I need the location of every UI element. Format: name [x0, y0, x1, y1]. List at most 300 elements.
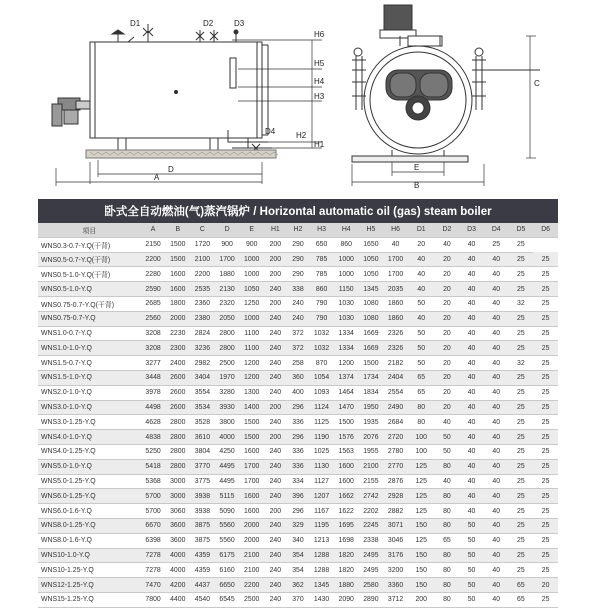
table-cell: 240 [264, 459, 287, 474]
table-cell: 25 [533, 533, 558, 548]
table-cell: 290 [287, 237, 310, 252]
table-cell: 1345 [359, 282, 384, 297]
table-cell: 1820 [334, 548, 359, 563]
table-cell: 20 [435, 400, 460, 415]
table-cell: 3200 [383, 563, 408, 578]
table-cell: 40 [408, 311, 435, 326]
table-cell: 65 [509, 578, 534, 593]
table-cell: 20 [435, 370, 460, 385]
table-cell: 5418 [141, 459, 166, 474]
table-cell: 1200 [239, 356, 264, 371]
table-cell: 50 [459, 548, 484, 563]
table-cell: 2360 [190, 296, 215, 311]
burner-icon [52, 98, 90, 126]
table-cell: 2326 [383, 326, 408, 341]
table-cell: 2560 [141, 311, 166, 326]
table-cell: 5115 [215, 489, 240, 504]
table-cell: 40 [459, 444, 484, 459]
table-cell: 3176 [383, 548, 408, 563]
table-cell: 2876 [383, 474, 408, 489]
table-cell: 5090 [215, 504, 240, 519]
table-row [38, 400, 558, 415]
table-cell: 25 [509, 459, 534, 474]
table-cell: 40 [383, 237, 408, 252]
table-cell: 240 [264, 489, 287, 504]
table-row [38, 533, 558, 548]
table-cell: 2380 [190, 311, 215, 326]
table-cell: 32 [509, 296, 534, 311]
label-d2: D2 [203, 19, 214, 28]
table-cell: 4200 [165, 578, 190, 593]
table-cell: 40 [459, 341, 484, 356]
table-cell: 40 [459, 356, 484, 371]
table-cell: 40 [459, 311, 484, 326]
table-cell: 1207 [309, 489, 334, 504]
table-cell: 240 [264, 385, 287, 400]
table-cell: 240 [264, 563, 287, 578]
table-cell: 2590 [141, 282, 166, 297]
table-cell: 1500 [334, 415, 359, 430]
table-cell: 1050 [239, 282, 264, 297]
table-cell: 2230 [165, 326, 190, 341]
table-cell: 3000 [165, 489, 190, 504]
table-cell: 2882 [383, 504, 408, 519]
table-cell: 125 [408, 489, 435, 504]
table-cell: 2150 [141, 237, 166, 252]
table-cell: 40 [484, 430, 509, 445]
table-cell: 40 [484, 459, 509, 474]
table-cell: 1563 [334, 444, 359, 459]
table-cell: 1167 [309, 504, 334, 519]
table-cell: 1600 [239, 504, 264, 519]
table-cell: 40 [484, 578, 509, 593]
table-cell: 2100 [190, 252, 215, 267]
table-cell: 3770 [190, 459, 215, 474]
table-cell: 5560 [215, 518, 240, 533]
table-cell: 150 [408, 578, 435, 593]
model-cell: WNS6.0-1.6-Y.Q [38, 504, 141, 519]
table-cell: 40 [435, 474, 460, 489]
table-cell: 25 [509, 563, 534, 578]
table-cell: 40 [459, 489, 484, 504]
table-cell: 2000 [239, 518, 264, 533]
table-cell: 290 [287, 252, 310, 267]
table-cell: 40 [484, 474, 509, 489]
table-cell: 4359 [190, 563, 215, 578]
table-cell: 25 [509, 282, 534, 297]
table-cell: 40 [459, 459, 484, 474]
table-cell: 40 [408, 282, 435, 297]
table-cell: 240 [264, 578, 287, 593]
side-view [52, 24, 322, 186]
table-cell: 40 [459, 415, 484, 430]
table-cell: 2600 [165, 385, 190, 400]
table-cell: 25 [509, 489, 534, 504]
table-cell: 5700 [141, 504, 166, 519]
table-cell: 1032 [309, 341, 334, 356]
table-cell: 2200 [239, 578, 264, 593]
table-cell: 1025 [309, 444, 334, 459]
table-cell: 40 [484, 311, 509, 326]
table-cell: 1470 [334, 400, 359, 415]
label-a: A [154, 173, 160, 182]
table-cell: 1080 [359, 296, 384, 311]
table-cell: 2800 [165, 444, 190, 459]
table-cell: 125 [408, 504, 435, 519]
table-cell: 7278 [141, 563, 166, 578]
table-cell: 25 [533, 415, 558, 430]
table-cell: 3277 [141, 356, 166, 371]
table-cell: 40 [484, 252, 509, 267]
table-cell: 3280 [215, 385, 240, 400]
table-cell: 25 [509, 518, 534, 533]
table-cell: 125 [408, 459, 435, 474]
table-header-row [38, 223, 558, 237]
table-cell: 2090 [334, 592, 359, 607]
table-cell: 340 [287, 533, 310, 548]
table-cell: 1050 [359, 267, 384, 282]
table-cell: 2338 [359, 533, 384, 548]
table-cell: 1834 [359, 385, 384, 400]
table-row [38, 474, 558, 489]
table-cell: 80 [408, 415, 435, 430]
table-cell: 240 [264, 533, 287, 548]
table-cell: 20 [435, 326, 460, 341]
table-cell: 1000 [334, 252, 359, 267]
table-cell: 80 [435, 578, 460, 593]
table-cell: 396 [287, 489, 310, 504]
table-cell: 1127 [309, 474, 334, 489]
table-cell: 1374 [334, 370, 359, 385]
table-cell: 2300 [165, 341, 190, 356]
table-cell: 200 [408, 592, 435, 607]
table-cell: 25 [509, 533, 534, 548]
label-d4: D4 [265, 127, 276, 136]
table-cell: 50 [459, 563, 484, 578]
table-cell: 100 [408, 444, 435, 459]
table-cell: 3071 [383, 518, 408, 533]
table-cell: 1820 [334, 563, 359, 578]
table-cell: 1334 [334, 326, 359, 341]
column-header: D1 [408, 223, 435, 237]
table-cell: 296 [287, 430, 310, 445]
table-cell: 1734 [359, 370, 384, 385]
table-cell: 20 [435, 341, 460, 356]
table-cell: 50 [408, 356, 435, 371]
table-cell: 336 [287, 459, 310, 474]
table-cell: 1700 [383, 267, 408, 282]
table-cell: 1800 [165, 296, 190, 311]
table-cell: 25 [509, 400, 534, 415]
table-cell: 40 [435, 237, 460, 252]
table-cell: 785 [309, 252, 334, 267]
table-cell: 860 [334, 237, 359, 252]
table-cell: 790 [309, 296, 334, 311]
table-cell: 40 [435, 415, 460, 430]
table-cell: 25 [509, 311, 534, 326]
table-cell: 4000 [165, 563, 190, 578]
table-cell: 50 [408, 326, 435, 341]
table-row [38, 252, 558, 267]
model-cell: WNS0.5-1.0-Y.Q(干背) [38, 267, 141, 282]
table-cell: 2490 [383, 400, 408, 415]
column-header: D5 [509, 223, 534, 237]
table-cell: 25 [533, 563, 558, 578]
table-row [38, 311, 558, 326]
table-cell: 240 [287, 296, 310, 311]
model-cell: WNS5.0-1.0-Y.Q [38, 459, 141, 474]
table-cell: 1430 [309, 592, 334, 607]
table-cell: 3360 [383, 578, 408, 593]
table-cell: 338 [287, 282, 310, 297]
table-cell: 65 [408, 370, 435, 385]
table-cell: 25 [533, 267, 558, 282]
table-cell: 6398 [141, 533, 166, 548]
table-cell: 50 [459, 518, 484, 533]
table-cell: 40 [408, 252, 435, 267]
table-cell: 290 [287, 267, 310, 282]
table-cell: 40 [484, 400, 509, 415]
table-cell: 4000 [215, 430, 240, 445]
table-cell: 3875 [190, 518, 215, 533]
table-cell: 2280 [141, 267, 166, 282]
table-cell: 1124 [309, 400, 334, 415]
model-cell: WNS0.5-1.0-Y.Q [38, 282, 141, 297]
table-cell: 25 [533, 430, 558, 445]
table-cell: 240 [264, 326, 287, 341]
table-cell: 1500 [239, 415, 264, 430]
table-cell: 40 [459, 267, 484, 282]
table-cell: 25 [533, 489, 558, 504]
table-cell: 40 [484, 518, 509, 533]
column-header: D [215, 223, 240, 237]
table-cell: 3528 [190, 415, 215, 430]
table-cell: 790 [309, 311, 334, 326]
column-header: H6 [383, 223, 408, 237]
table-cell: 25 [533, 459, 558, 474]
table-cell: 2600 [165, 370, 190, 385]
table-cell: 20 [435, 267, 460, 282]
table-cell: 50 [459, 578, 484, 593]
table-cell: 3610 [190, 430, 215, 445]
table-cell: 6650 [215, 578, 240, 593]
label-b: B [414, 181, 420, 190]
table-cell: 1400 [239, 400, 264, 415]
table-cell: 25 [533, 400, 558, 415]
table-cell: 20 [435, 252, 460, 267]
table-cell: 1334 [334, 341, 359, 356]
table-row [38, 296, 558, 311]
table-cell: 80 [435, 518, 460, 533]
table-cell: 1500 [359, 356, 384, 371]
table-cell: 25 [533, 282, 558, 297]
table-cell: 40 [484, 444, 509, 459]
table-cell: 240 [264, 341, 287, 356]
table-cell: 1100 [239, 341, 264, 356]
column-header: D4 [484, 223, 509, 237]
table-cell: 65 [435, 533, 460, 548]
table-cell: 20 [533, 578, 558, 593]
table-cell: 370 [287, 592, 310, 607]
column-header: E [239, 223, 264, 237]
table-cell: 25 [533, 252, 558, 267]
table-cell: 1190 [309, 430, 334, 445]
table-cell: 3404 [190, 370, 215, 385]
column-header: H4 [334, 223, 359, 237]
table-cell: 25 [533, 518, 558, 533]
table-cell: 40 [484, 326, 509, 341]
table-cell: 80 [408, 400, 435, 415]
table-cell: 40 [459, 400, 484, 415]
table-cell: 1860 [383, 311, 408, 326]
table-cell: 240 [264, 356, 287, 371]
table-cell: 25 [533, 474, 558, 489]
table-cell: 40 [484, 370, 509, 385]
table-cell: 20 [435, 311, 460, 326]
table-cell: 40 [459, 370, 484, 385]
table-cell: 25 [509, 326, 534, 341]
table-cell: 2770 [383, 459, 408, 474]
table-cell: 20 [408, 237, 435, 252]
table-cell: 2720 [383, 430, 408, 445]
table-cell: 4359 [190, 548, 215, 563]
table-cell: 2100 [359, 459, 384, 474]
table-cell: 2100 [239, 563, 264, 578]
table-cell: 40 [408, 267, 435, 282]
table-cell: 40 [484, 489, 509, 504]
table-cell: 900 [215, 237, 240, 252]
column-header: D6 [533, 223, 558, 237]
table-cell: 1662 [334, 489, 359, 504]
table-cell: 40 [484, 592, 509, 607]
table-cell: 2685 [141, 296, 166, 311]
table-cell: 1860 [383, 296, 408, 311]
table-cell: 200 [264, 296, 287, 311]
table-cell: 2200 [141, 252, 166, 267]
table-row [38, 489, 558, 504]
table-cell: 1600 [239, 489, 264, 504]
model-cell: WNS0.3-0.7-Y.Q(干背) [38, 237, 141, 252]
table-cell: 1195 [309, 518, 334, 533]
table-cell: 2800 [215, 341, 240, 356]
table-cell: 40 [459, 282, 484, 297]
table-cell: 1000 [239, 267, 264, 282]
label-h1: H1 [314, 140, 325, 149]
table-cell: 3800 [215, 415, 240, 430]
chimney [384, 5, 412, 33]
table-cell: 1650 [359, 237, 384, 252]
model-cell: WNS8.0-1.6-Y.Q [38, 533, 141, 548]
table-cell: 354 [287, 563, 310, 578]
table-cell: 40 [459, 385, 484, 400]
table-cell: 1700 [215, 252, 240, 267]
model-cell: WNS5.0-1.25-Y.Q [38, 474, 141, 489]
table-cell: 1600 [334, 474, 359, 489]
table-cell: 3600 [165, 518, 190, 533]
table-cell: 3930 [215, 400, 240, 415]
table-cell: 25 [509, 385, 534, 400]
table-cell: 6545 [215, 592, 240, 607]
table-cell: 40 [459, 326, 484, 341]
column-header: 项目 [38, 223, 141, 237]
label-c: C [534, 79, 540, 88]
table-cell: 860 [309, 282, 334, 297]
boiler-technical-drawing [0, 0, 600, 198]
table-cell: 2554 [383, 385, 408, 400]
table-cell: 1345 [309, 578, 334, 593]
table-cell: 296 [287, 504, 310, 519]
table-cell: 2780 [383, 444, 408, 459]
table-cell: 40 [484, 563, 509, 578]
table-cell: 25 [533, 592, 558, 607]
table-cell: 2245 [359, 518, 384, 533]
table-cell: 1970 [215, 370, 240, 385]
table-cell: 40 [459, 237, 484, 252]
table-cell: 1622 [334, 504, 359, 519]
table-cell: 1032 [309, 326, 334, 341]
table-cell: 3534 [190, 400, 215, 415]
table-cell: 150 [408, 548, 435, 563]
column-header: H5 [359, 223, 384, 237]
table-cell: 3554 [190, 385, 215, 400]
table-cell: 1000 [239, 311, 264, 326]
table-cell: 25 [533, 311, 558, 326]
table-cell: 1880 [215, 267, 240, 282]
table-cell: 2076 [359, 430, 384, 445]
table-cell: 6160 [215, 563, 240, 578]
table-cell: 2050 [215, 311, 240, 326]
label-h3: H3 [314, 92, 325, 101]
table-row [38, 548, 558, 563]
table-cell: 240 [264, 311, 287, 326]
table-cell: 1669 [359, 326, 384, 341]
table-cell: 200 [264, 430, 287, 445]
table-cell: 1955 [359, 444, 384, 459]
table-cell: 3208 [141, 326, 166, 341]
table-cell: 1500 [239, 430, 264, 445]
model-cell: WNS0.75-0.7-Y.Q(干背) [38, 296, 141, 311]
table-cell: 25 [509, 237, 534, 252]
table-cell: 3600 [165, 533, 190, 548]
table-cell: 5560 [215, 533, 240, 548]
table-cell: 2684 [383, 415, 408, 430]
model-cell: WNS4.0-1.25-Y.Q [38, 444, 141, 459]
label-d1: D1 [130, 19, 141, 28]
table-cell: 2130 [215, 282, 240, 297]
table-cell: 40 [484, 385, 509, 400]
label-d3: D3 [234, 19, 245, 28]
table-cell: 4838 [141, 430, 166, 445]
table-cell: 1054 [309, 370, 334, 385]
table-cell: 25 [509, 444, 534, 459]
column-header: A [141, 223, 166, 237]
table-cell: 1935 [359, 415, 384, 430]
table-cell: 3938 [190, 489, 215, 504]
table-cell: 2100 [239, 548, 264, 563]
table-cell: 2000 [165, 311, 190, 326]
table-cell: 50 [408, 341, 435, 356]
table-cell: 80 [435, 548, 460, 563]
table-cell: 40 [459, 474, 484, 489]
table-cell: 3978 [141, 385, 166, 400]
table-cell: 200 [264, 400, 287, 415]
table-cell: 870 [309, 356, 334, 371]
table-cell: 2326 [383, 341, 408, 356]
table-cell: 7278 [141, 548, 166, 563]
table-cell: 5250 [141, 444, 166, 459]
column-header: D2 [435, 223, 460, 237]
table-cell: 2800 [165, 430, 190, 445]
